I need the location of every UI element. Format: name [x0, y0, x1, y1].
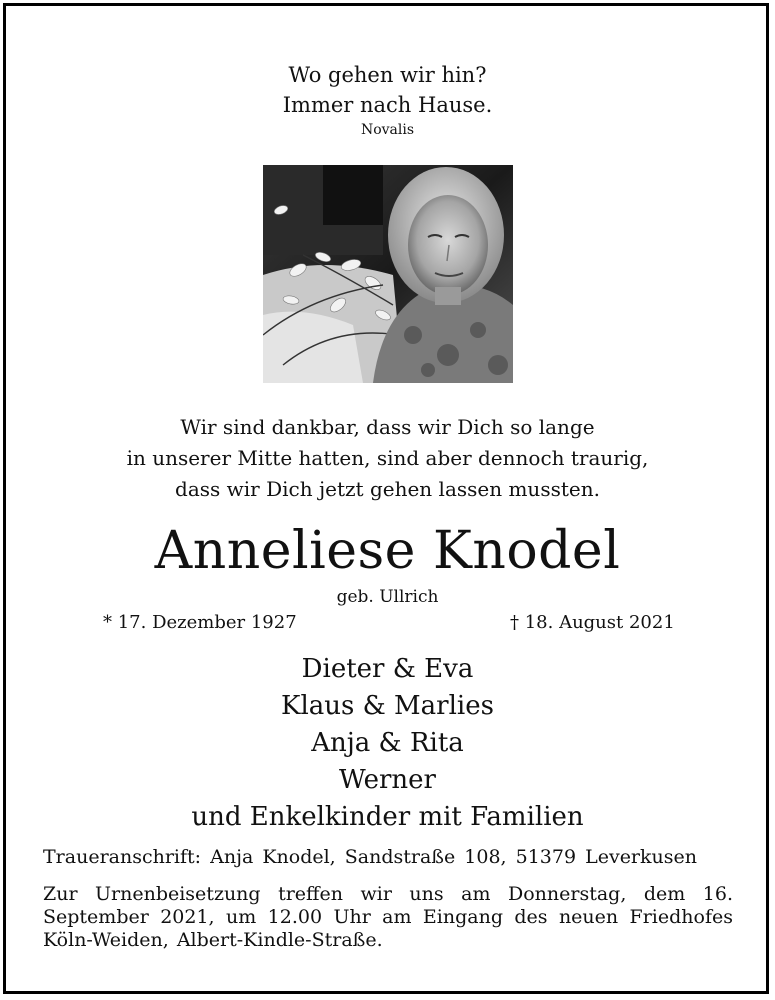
ceremony-info: Zur Urnenbeisetzung treffen wir uns am Donnerstag, dem 16. September 2021, um 12.00 Uhr am Eingang des neuen Friedhofes Köln-Weiden, Albert-Kindle-Straße. — [43, 883, 733, 951]
birth-date: * 17. Dezember 1927 — [103, 612, 297, 633]
message-line-1: Wir sind dankbar, dass wir Dich so lange — [180, 415, 595, 439]
portrait-photo — [263, 165, 513, 383]
quote-author: Novalis — [360, 122, 415, 138]
maiden-name: geb. Ullrich — [336, 587, 439, 607]
mourner: Klaus & Marlies — [281, 691, 494, 721]
deceased-name: Anneliese Knodel — [154, 521, 621, 581]
mourner: Dieter & Eva — [301, 654, 474, 684]
quote — [0, 60, 775, 120]
mourner: Werner — [339, 765, 436, 795]
mourner: und Enkelkinder mit Familien — [191, 802, 584, 832]
mourner: Anja & Rita — [311, 728, 464, 758]
quote-line-2: Immer nach Hause. — [282, 93, 493, 117]
message-line-2: in unserer Mitte hatten, sind aber dennoch traurig, — [126, 446, 649, 470]
mourning-address: Traueranschrift: Anja Knodel, Sandstraße 108, 51379 Leverkusen — [43, 846, 697, 868]
message-line-3: dass wir Dich jetzt gehen lassen mussten. — [175, 477, 600, 501]
death-date: † 18. August 2021 — [510, 612, 675, 633]
portrait-image — [263, 165, 513, 383]
quote-line-1: Wo gehen wir hin? — [288, 63, 487, 87]
mourners-list — [0, 651, 775, 836]
farewell-message — [0, 412, 775, 505]
